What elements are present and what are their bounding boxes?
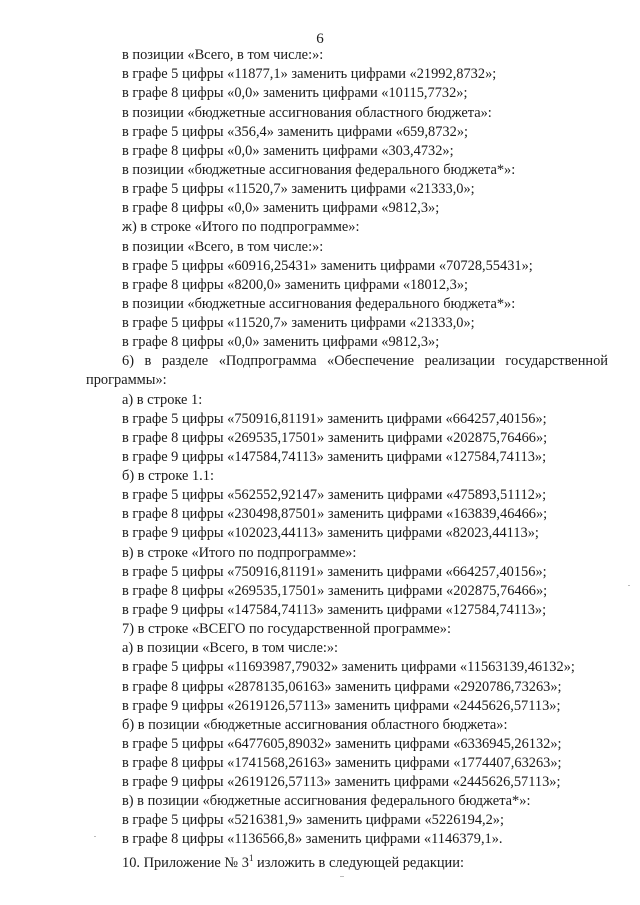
text-line: в графе 8 цифры «0,0» заменить цифрами «303,4732»;: [122, 143, 454, 159]
text-line: в графе 8 цифры «1741568,26163» заменить цифрами «1774407,63263»;: [122, 755, 562, 771]
text-line: в позиции «бюджетные ассигнования федерального бюджета*»:: [122, 162, 516, 178]
text-line: в) в строке «Итого по подпрограмме»:: [122, 545, 357, 561]
text-line: в графе 5 цифры «11520,7» заменить цифрами «21333,0»;: [122, 315, 475, 331]
text-line: б) в позиции «бюджетные ассигнования областного бюджета»:: [122, 717, 508, 733]
text-line: в графе 5 цифры «60916,25431» заменить цифрами «70728,55431»;: [122, 258, 533, 274]
text-line: в позиции «бюджетные ассигнования областного бюджета»:: [122, 105, 492, 121]
scan-speck: [340, 876, 344, 877]
text-line: в графе 5 цифры «562552,92147» заменить цифрами «475893,51112»;: [122, 487, 547, 503]
section-heading: 6) в разделе «Подпрограмма «Обеспечение реализации государственной: [122, 353, 608, 369]
text-line: в графе 9 цифры «2619126,57113» заменить цифрами «2445626,57113»;: [122, 698, 561, 714]
text-line: в позиции «бюджетные ассигнования федерального бюджета*»:: [122, 296, 516, 312]
superscript: 1: [248, 853, 254, 863]
text-line: а) в позиции «Всего, в том числе:»:: [122, 640, 339, 656]
text-line: в графе 8 цифры «0,0» заменить цифрами «9812,3»;: [122, 334, 440, 350]
text-line: в графе 9 цифры «2619126,57113» заменить цифрами «2445626,57113»;: [122, 774, 561, 790]
text-line: 7) в строке «ВСЕГО по государственной программе»:: [122, 621, 451, 637]
text-line: в графе 8 цифры «269535,17501» заменить цифрами «202875,76466»;: [122, 430, 548, 446]
text-line: в графе 8 цифры «230498,87501» заменить цифрами «163839,46466»;: [122, 506, 548, 522]
text-line: в графе 5 цифры «6477605,89032» заменить цифрами «6336945,26132»;: [122, 736, 562, 752]
text-line: в графе 8 цифры «0,0» заменить цифрами «10115,7732»;: [122, 85, 468, 101]
final-line-before: 10. Приложение № 3: [122, 855, 249, 871]
page-number: 6: [316, 31, 324, 47]
text-line: ж) в строке «Итого по подпрограмме»:: [122, 219, 360, 235]
text-line: а) в строке 1:: [122, 392, 203, 408]
text-line: в графе 5 цифры «750916,81191» заменить цифрами «664257,40156»;: [122, 411, 547, 427]
final-line: [122, 849, 464, 872]
text-line: в позиции «Всего, в том числе:»:: [122, 239, 324, 255]
text-line: в графе 5 цифры «11693987,79032» заменить цифрами «11563139,46132»;: [122, 659, 575, 675]
text-line: в графе 8 цифры «1136566,8» заменить цифрами «1146379,1».: [122, 831, 503, 847]
scan-speck: [94, 836, 96, 837]
text-line: в графе 8 цифры «269535,17501» заменить цифрами «202875,76466»;: [122, 583, 548, 599]
text-line: в графе 9 цифры «102023,44113» заменить цифрами «82023,44113»;: [122, 525, 539, 541]
text-line: в графе 9 цифры «147584,74113» заменить цифрами «127584,74113»;: [122, 449, 547, 465]
text-line: в графе 8 цифры «0,0» заменить цифрами «9812,3»;: [122, 200, 440, 216]
text-line: в графе 5 цифры «5216381,9» заменить цифрами «5226194,2»;: [122, 812, 504, 828]
text-line: б) в строке 1.1:: [122, 468, 214, 484]
scan-speck: [628, 585, 630, 586]
text-line: в графе 5 цифры «11520,7» заменить цифрами «21333,0»;: [122, 181, 475, 197]
text-line: в позиции «Всего, в том числе:»:: [122, 47, 324, 63]
section-heading-cont: программы»:: [86, 372, 167, 388]
text-line: в) в позиции «бюджетные ассигнования федерального бюджета*»:: [122, 793, 531, 809]
text-line: в графе 9 цифры «147584,74113» заменить цифрами «127584,74113»;: [122, 602, 547, 618]
final-line-after: изложить в следующей редакции:: [253, 855, 464, 871]
text-line: в графе 5 цифры «11877,1» заменить цифрами «21992,8732»;: [122, 66, 497, 82]
text-line: в графе 5 цифры «356,4» заменить цифрами «659,8732»;: [122, 124, 469, 140]
text-line: в графе 8 цифры «8200,0» заменить цифрами «18012,3»;: [122, 277, 469, 293]
text-line: в графе 8 цифры «2878135,06163» заменить цифрами «2920786,73263»;: [122, 679, 562, 695]
text-line: в графе 5 цифры «750916,81191» заменить цифрами «664257,40156»;: [122, 564, 547, 580]
